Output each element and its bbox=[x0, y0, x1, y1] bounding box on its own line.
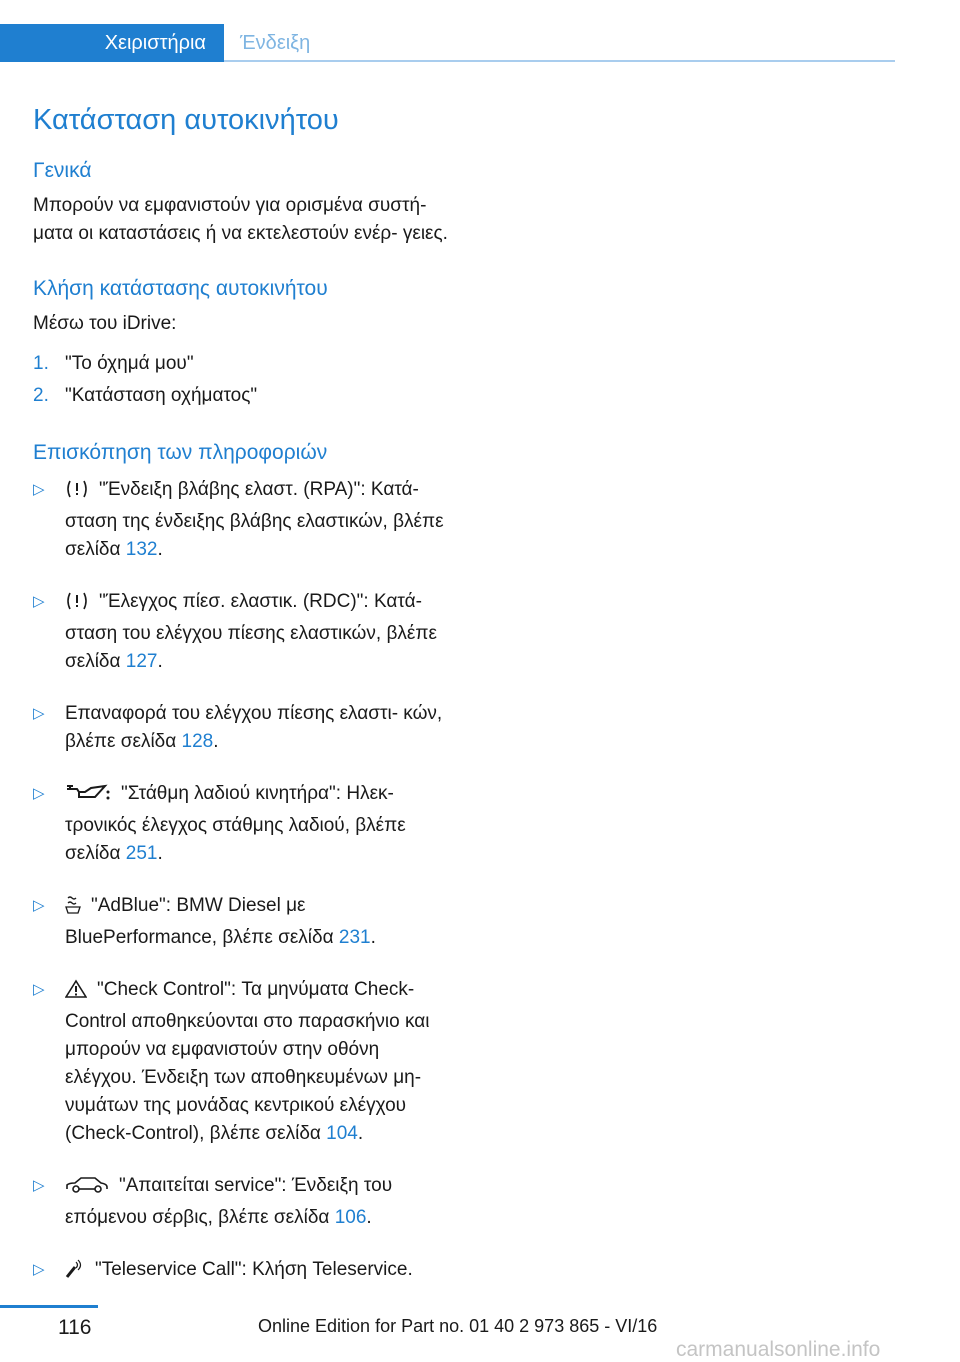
item-text: "Teleservice Call": Κλήση Teleservice. bbox=[95, 1259, 413, 1280]
list-item bbox=[33, 1256, 453, 1288]
page-link[interactable]: 104 bbox=[326, 1123, 358, 1144]
footer-divider bbox=[0, 1305, 98, 1308]
item-text: "Απαιτείται service": Ένδειξη του επόμενου σέρβις, βλέπε σελίδα bbox=[65, 1175, 393, 1228]
tire-warning-icon bbox=[65, 591, 89, 620]
page-link[interactable]: 251 bbox=[125, 843, 158, 864]
item-text: "Στάθμη λαδιού κινητήρα": Ηλεκ- τρονικός έλεγχος στάθμης λαδιού, βλέπε σελίδα bbox=[65, 783, 406, 864]
general-text: Μπορούν να εμφανιστούν για ορισμένα συστή- ματα οι καταστάσεις ή να εκτελεστούν ενέρ- γειες. bbox=[33, 195, 448, 244]
bullet-icon: ▷ bbox=[33, 897, 45, 914]
item-text: "Ένδειξη βλάβης ελαστ. (RPA)": Κατά- σταση της ένδειξης βλάβης ελαστικών, βλέπε σελίδα bbox=[65, 479, 444, 560]
list-item bbox=[33, 780, 453, 868]
item-text: Επαναφορά του ελέγχου πίεσης ελαστι- κών, βλέπε σελίδα bbox=[65, 703, 443, 752]
adblue-icon bbox=[65, 895, 81, 924]
overview-heading: Επισκόπηση των πληροφοριών bbox=[33, 441, 328, 464]
item-end: . bbox=[370, 927, 376, 948]
info-list bbox=[33, 476, 453, 1288]
tire-warning-icon bbox=[65, 479, 89, 508]
bullet-icon: ▷ bbox=[33, 981, 45, 998]
item-text: "Έλεγχος πίεσ. ελαστικ. (RDC)": Κατά- σταση του ελέγχου πίεσης ελαστικών, βλέπε σελίδα bbox=[65, 591, 437, 672]
step-number: 1. bbox=[33, 353, 49, 374]
header-divider bbox=[224, 60, 895, 62]
step-item bbox=[33, 380, 453, 412]
tab-display[interactable] bbox=[224, 24, 524, 62]
list-item bbox=[33, 700, 453, 756]
page-number: 116 bbox=[58, 1316, 92, 1339]
item-end: . bbox=[213, 731, 219, 752]
warning-triangle-icon bbox=[65, 979, 87, 1008]
step-item bbox=[33, 348, 453, 380]
bullet-icon: ▷ bbox=[33, 481, 45, 498]
watermark: carmanualsonline.info bbox=[676, 1338, 881, 1361]
edition-text: Online Edition for Part no. 01 40 2 973 865 - VI/16 bbox=[258, 1316, 658, 1336]
list-item bbox=[33, 476, 453, 564]
general-heading: Γενικά bbox=[33, 159, 92, 182]
bullet-icon: ▷ bbox=[33, 1177, 45, 1194]
step-text: "Κατάσταση οχήματος" bbox=[65, 385, 258, 406]
car-service-icon bbox=[65, 1175, 109, 1204]
bullet-icon: ▷ bbox=[33, 593, 45, 610]
bullet-icon: ▷ bbox=[33, 1261, 45, 1278]
page-link[interactable]: 132 bbox=[125, 539, 158, 560]
main-content bbox=[33, 100, 453, 1312]
item-end: . bbox=[157, 539, 163, 560]
steps-list bbox=[33, 348, 453, 412]
list-item bbox=[33, 892, 453, 952]
item-text: "Check Control": Τα μηνύματα Check- Control αποθηκεύονται στο παρασκήνιο και μπορούν να εμφανιστούν στην οθόνη ελέγχου. Ένδειξη των αποθηκευμένων μη- νυμάτων της μονάδας κεντρικού ελέγχου (Check-Control), βλέπε σελίδα bbox=[65, 979, 430, 1144]
list-item bbox=[33, 588, 453, 676]
chapter-header bbox=[0, 24, 895, 62]
tab-controls-label: Χειριστήρια bbox=[104, 31, 206, 54]
item-end: . bbox=[366, 1207, 372, 1228]
call-heading: Κλήση κατάστασης αυτοκινήτου bbox=[33, 277, 328, 300]
item-text: "AdBlue": BMW Diesel με BluePerformance, βλέπε σελίδα bbox=[65, 895, 339, 948]
step-text: "Το όχημά μου" bbox=[65, 353, 194, 374]
page-link[interactable]: 127 bbox=[125, 651, 158, 672]
step-number: 2. bbox=[33, 385, 49, 406]
page-link[interactable]: 128 bbox=[181, 731, 214, 752]
call-intro: Μέσω του iDrive: bbox=[33, 313, 177, 334]
list-item bbox=[33, 1172, 453, 1232]
teleservice-icon bbox=[65, 1259, 85, 1288]
page-link[interactable]: 231 bbox=[338, 927, 371, 948]
oil-can-icon bbox=[65, 783, 111, 812]
page-title: Κατάσταση αυτοκινήτου bbox=[33, 104, 339, 136]
item-end: . bbox=[157, 651, 163, 672]
tab-display-label: Ένδειξη bbox=[240, 31, 311, 54]
tab-controls[interactable] bbox=[0, 24, 224, 62]
list-item bbox=[33, 976, 453, 1148]
bullet-icon: ▷ bbox=[33, 785, 45, 802]
bullet-icon: ▷ bbox=[33, 705, 45, 722]
item-end: . bbox=[157, 843, 163, 864]
item-end: . bbox=[357, 1123, 364, 1144]
page-link[interactable]: 106 bbox=[334, 1207, 367, 1228]
